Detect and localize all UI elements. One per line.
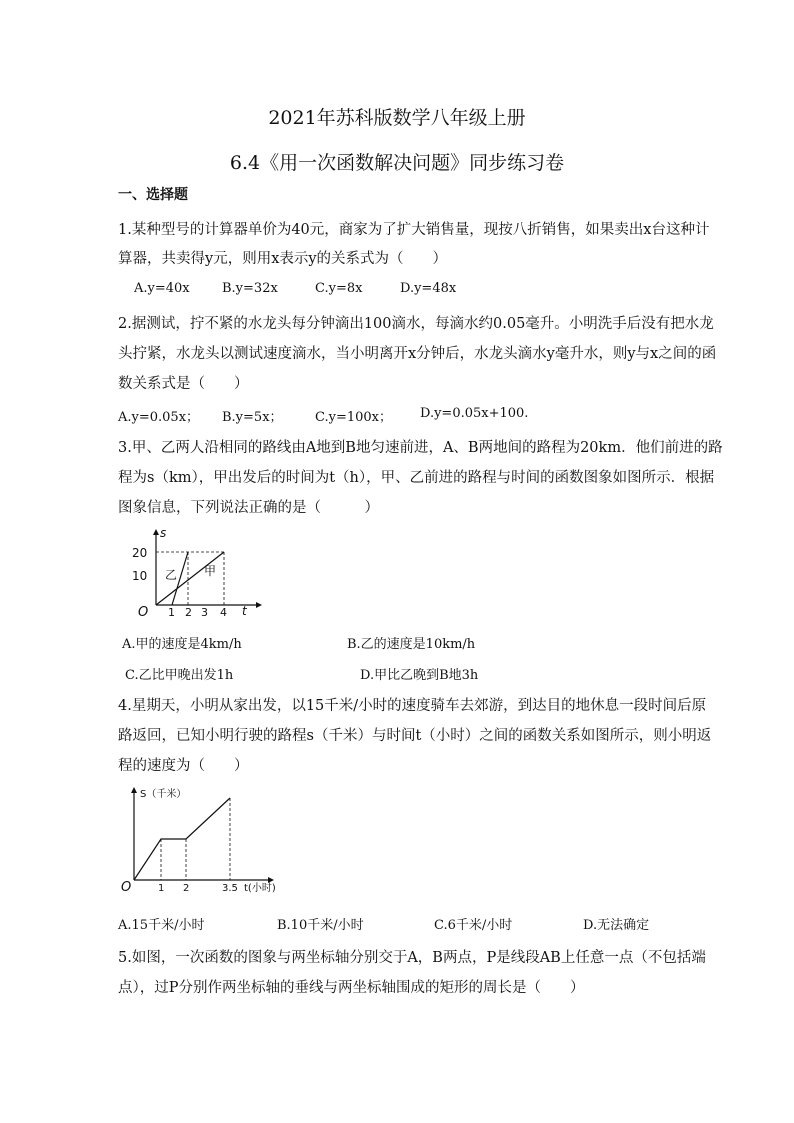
origin-label: O (138, 605, 149, 620)
x-tick-2: 2 (183, 883, 190, 894)
q3-option-d: D.甲比乙晚到B地3h (360, 668, 479, 683)
question-3-line-2: 程为s（km），甲出发后的时间为t（h），甲、乙前进的路程与时间的函数图象如图所示．根据 (118, 470, 715, 486)
question-1-line-1: 1.某种型号的计算器单价为40元，商家为了扩大销售量，现按八折销售，如果卖出x台这种计 (118, 222, 710, 238)
label-yi: 乙 (165, 568, 178, 582)
q2-option-d: D.y=0.05x+100. (420, 406, 529, 421)
q1-option-b: B.y=32x (222, 281, 278, 296)
x-tick-1: 1 (158, 883, 165, 894)
question-2-line-3: 数关系式是（ ） (118, 376, 249, 392)
q2-option-c: C.y=100x； (315, 410, 392, 425)
section-heading: 一、选择题 (118, 187, 188, 203)
q3-graph (118, 525, 268, 620)
question-4-line-1: 4.星期天，小明从家出发，以15千米/小时的速度骑车去郊游，到达目的地休息一段时间后原 (118, 698, 707, 714)
q1-option-c: C.y=8x (315, 281, 363, 296)
question-1-line-2: 算器，共卖得y元，则用x表示y的关系式为（ ） (118, 251, 448, 267)
q3-option-a: A.甲的速度是4km/h (122, 637, 242, 652)
x-axis-label: t(小时) (244, 883, 276, 894)
question-5-line-2: 点），过P分别作两坐标轴的垂线与两坐标轴围成的矩形的周长是（ ） (118, 980, 585, 996)
q2-option-a: A.y=0.05x； (118, 410, 200, 425)
q3-option-c: C.乙比甲晚出发1h (125, 668, 234, 683)
q4-graph (110, 783, 290, 898)
q1-option-a: A.y=40x (134, 281, 190, 296)
q2-option-b: B.y=5x； (222, 410, 283, 425)
q4-option-b: B.10千米/小时 (277, 918, 364, 933)
label-jia: 甲 (204, 564, 217, 578)
x-axis-label: t (242, 604, 247, 618)
question-4-line-2: 路返回，已知小明行驶的路程s（千米）与时间t（小时）之间的函数关系如图所示，则小明返 (118, 728, 712, 744)
y-tick-20: 20 (132, 546, 148, 560)
distance-line (134, 798, 230, 880)
x-tick-2: 2 (185, 606, 192, 619)
q1-option-d: D.y=48x (400, 281, 457, 296)
question-2-line-1: 2.据测试，拧不紧的水龙头每分钟滴出100滴水，每滴水约0.05毫升。小明洗手后没有把水龙 (118, 316, 714, 332)
question-2-line-2: 头拧紧，水龙头以测试速度滴水，当小明离开x分钟后，水龙头滴水y毫升水，则y与x之间的函 (118, 346, 717, 362)
x-tick-3-5: 3.5 (222, 883, 238, 894)
q4-option-a: A.15千米/小时 (118, 918, 205, 933)
y-tick-10: 10 (132, 569, 148, 583)
y-axis-label: S（千米） (140, 789, 187, 800)
origin-label: O (121, 880, 132, 895)
x-tick-4: 4 (220, 606, 227, 619)
x-tick-3: 3 (201, 606, 208, 619)
x-tick-1: 1 (168, 606, 175, 619)
y-axis-label: s (160, 526, 167, 540)
question-4-line-3: 程的速度为（ ） (118, 758, 249, 774)
question-3-line-3: 图象信息，下列说法正确的是（ ） (118, 500, 379, 516)
q4-option-d: D.无法确定 (583, 918, 650, 933)
q4-option-c: C.6千米/小时 (434, 918, 513, 933)
q3-option-b: B.乙的速度是10km/h (347, 637, 476, 652)
document-subtitle: 6.4《用一次函数解决问题》同步练习卷 (229, 152, 565, 174)
question-5-line-1: 5.如图，一次函数的图象与两坐标轴分别交于A，B两点，P是线段AB上任意一点（不包括端 (118, 950, 706, 966)
document-title: 2021年苏科版数学八年级上册 (268, 107, 526, 129)
question-3-line-1: 3.甲、乙两人沿相同的路线由A地到B地匀速前进，A、B两地间的路程为20km．他们前进的路 (118, 440, 723, 456)
